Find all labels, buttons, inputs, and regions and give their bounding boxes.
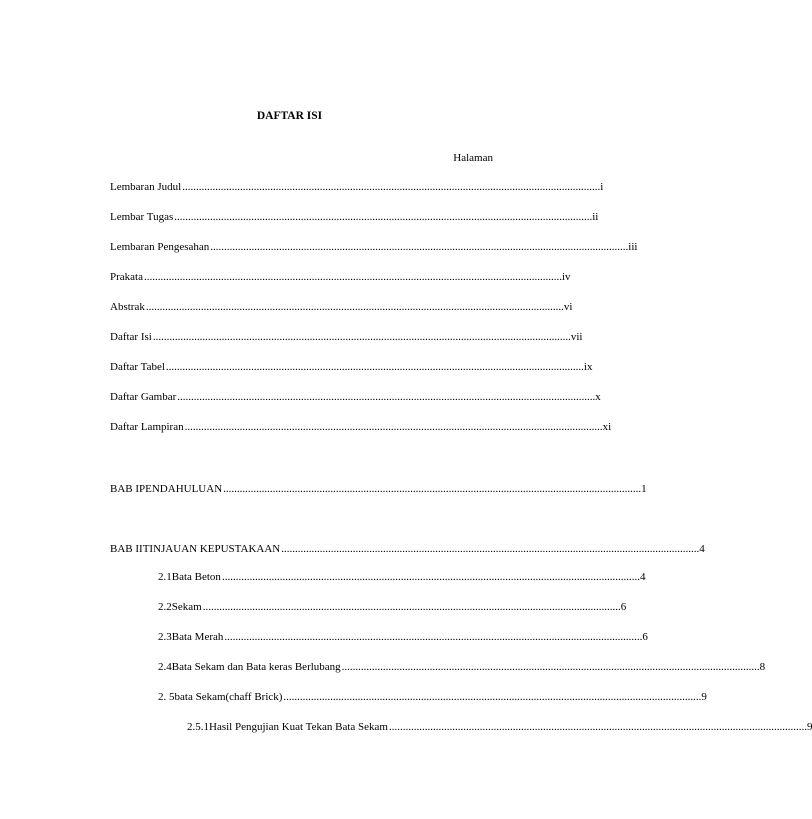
toc-page: xi bbox=[602, 421, 612, 433]
toc-entry[interactable] bbox=[110, 180, 604, 194]
toc-label: bata Sekam(chaff Brick) bbox=[174, 691, 283, 703]
dot-leader: ........................................................................................................................................................ bbox=[143, 271, 562, 283]
toc-page: x bbox=[595, 391, 601, 403]
subsection-number: 2.5.1 bbox=[187, 721, 209, 733]
dot-leader: ........................................................................................................................................................ bbox=[224, 631, 643, 643]
toc-label: Bata Sekam dan Bata keras Berlubang bbox=[171, 661, 341, 673]
dot-leader: ........................................................................................................................................................ bbox=[145, 301, 564, 313]
dot-leader: ........................................................................................................................................................ bbox=[221, 571, 640, 583]
toc-entry[interactable] bbox=[110, 300, 573, 314]
toc-section-entry[interactable] bbox=[158, 690, 707, 704]
toc-entry[interactable] bbox=[110, 210, 599, 224]
toc-page: i bbox=[600, 181, 604, 193]
dot-leader: ........................................................................................................................................................ bbox=[341, 661, 760, 673]
toc-page: 9 bbox=[701, 691, 707, 703]
dot-leader: ........................................................................................................................................................ bbox=[210, 241, 629, 253]
toc-label: Sekam bbox=[171, 601, 202, 613]
toc-page: 4 bbox=[699, 543, 705, 555]
toc-chapter-entry[interactable] bbox=[110, 542, 705, 556]
toc-label: Bata Beton bbox=[171, 571, 221, 583]
toc-section-entry[interactable] bbox=[158, 660, 766, 674]
dot-leader: ........................................................................................................................................................ bbox=[165, 361, 584, 373]
dot-leader: ........................................................................................................................................................ bbox=[152, 331, 571, 343]
page-title: DAFTAR ISI bbox=[256, 110, 323, 122]
toc-entry[interactable] bbox=[110, 330, 583, 344]
toc-label: Daftar Isi bbox=[110, 331, 152, 343]
toc-entry[interactable] bbox=[110, 390, 601, 404]
toc-page: 6 bbox=[642, 631, 648, 643]
toc-entry[interactable] bbox=[110, 360, 593, 374]
toc-page: iv bbox=[561, 271, 571, 283]
toc-label: Hasil Pengujian Kuat Tekan Bata Sekam bbox=[209, 721, 388, 733]
chapter-number: BAB I bbox=[110, 483, 140, 495]
toc-page: ix bbox=[583, 361, 593, 373]
toc-entry[interactable] bbox=[110, 270, 571, 284]
toc-label: Lembaran Pengesahan bbox=[110, 241, 210, 253]
toc-section-entry[interactable] bbox=[158, 630, 648, 644]
section-number: 2. 5 bbox=[158, 691, 175, 703]
toc-label: Prakata bbox=[110, 271, 143, 283]
toc-subsection-entry[interactable] bbox=[187, 720, 812, 734]
toc-page: 6 bbox=[620, 601, 627, 613]
section-number: 2.3 bbox=[158, 631, 172, 643]
toc-label: TINJAUAN KEPUSTAKAAN bbox=[142, 543, 281, 555]
toc-label: Lembar Tugas bbox=[110, 211, 174, 223]
toc-label: Daftar Gambar bbox=[110, 391, 177, 403]
toc-label: Daftar Lampiran bbox=[110, 421, 184, 433]
page-column-header: Halaman bbox=[453, 152, 493, 164]
dot-leader: ........................................................................................................................................................ bbox=[174, 211, 593, 223]
dot-leader: ........................................................................................................................................................ bbox=[202, 601, 621, 613]
toc-page: vii bbox=[570, 331, 583, 343]
dot-leader: ........................................................................................................................................................ bbox=[184, 421, 603, 433]
section-number: 2.2 bbox=[158, 601, 172, 613]
toc-label: Abstrak bbox=[110, 301, 145, 313]
dot-leader: ........................................................................................................................................................ bbox=[223, 483, 642, 495]
toc-label: Daftar Tabel bbox=[110, 361, 165, 373]
toc-page: 1 bbox=[641, 483, 647, 495]
toc-page: 8 bbox=[759, 661, 766, 673]
toc-page: vi bbox=[563, 301, 573, 313]
toc-page: 9 bbox=[806, 721, 812, 733]
toc-label: PENDAHULUAN bbox=[139, 483, 223, 495]
toc-page: 4 bbox=[639, 571, 646, 583]
toc-section-entry[interactable] bbox=[158, 570, 646, 584]
section-number: 2.1 bbox=[158, 571, 172, 583]
dot-leader: ........................................................................................................................................................ bbox=[182, 181, 601, 193]
dot-leader: ........................................................................................................................................................ bbox=[281, 543, 700, 555]
toc-label: Bata Merah bbox=[171, 631, 224, 643]
toc-page: iii bbox=[628, 241, 638, 253]
chapter-number: BAB II bbox=[110, 543, 143, 555]
toc-section-entry[interactable] bbox=[158, 600, 627, 614]
dot-leader: ........................................................................................................................................................ bbox=[283, 691, 702, 703]
dot-leader: ........................................................................................................................................................ bbox=[388, 721, 807, 733]
toc-entry[interactable] bbox=[110, 240, 638, 254]
toc-label: Lembaran Judul bbox=[110, 181, 182, 193]
toc-page: ii bbox=[592, 211, 599, 223]
toc-entry[interactable] bbox=[110, 420, 612, 434]
toc-chapter-entry[interactable] bbox=[110, 482, 647, 496]
dot-leader: ........................................................................................................................................................ bbox=[177, 391, 596, 403]
section-number: 2.4 bbox=[158, 661, 172, 673]
